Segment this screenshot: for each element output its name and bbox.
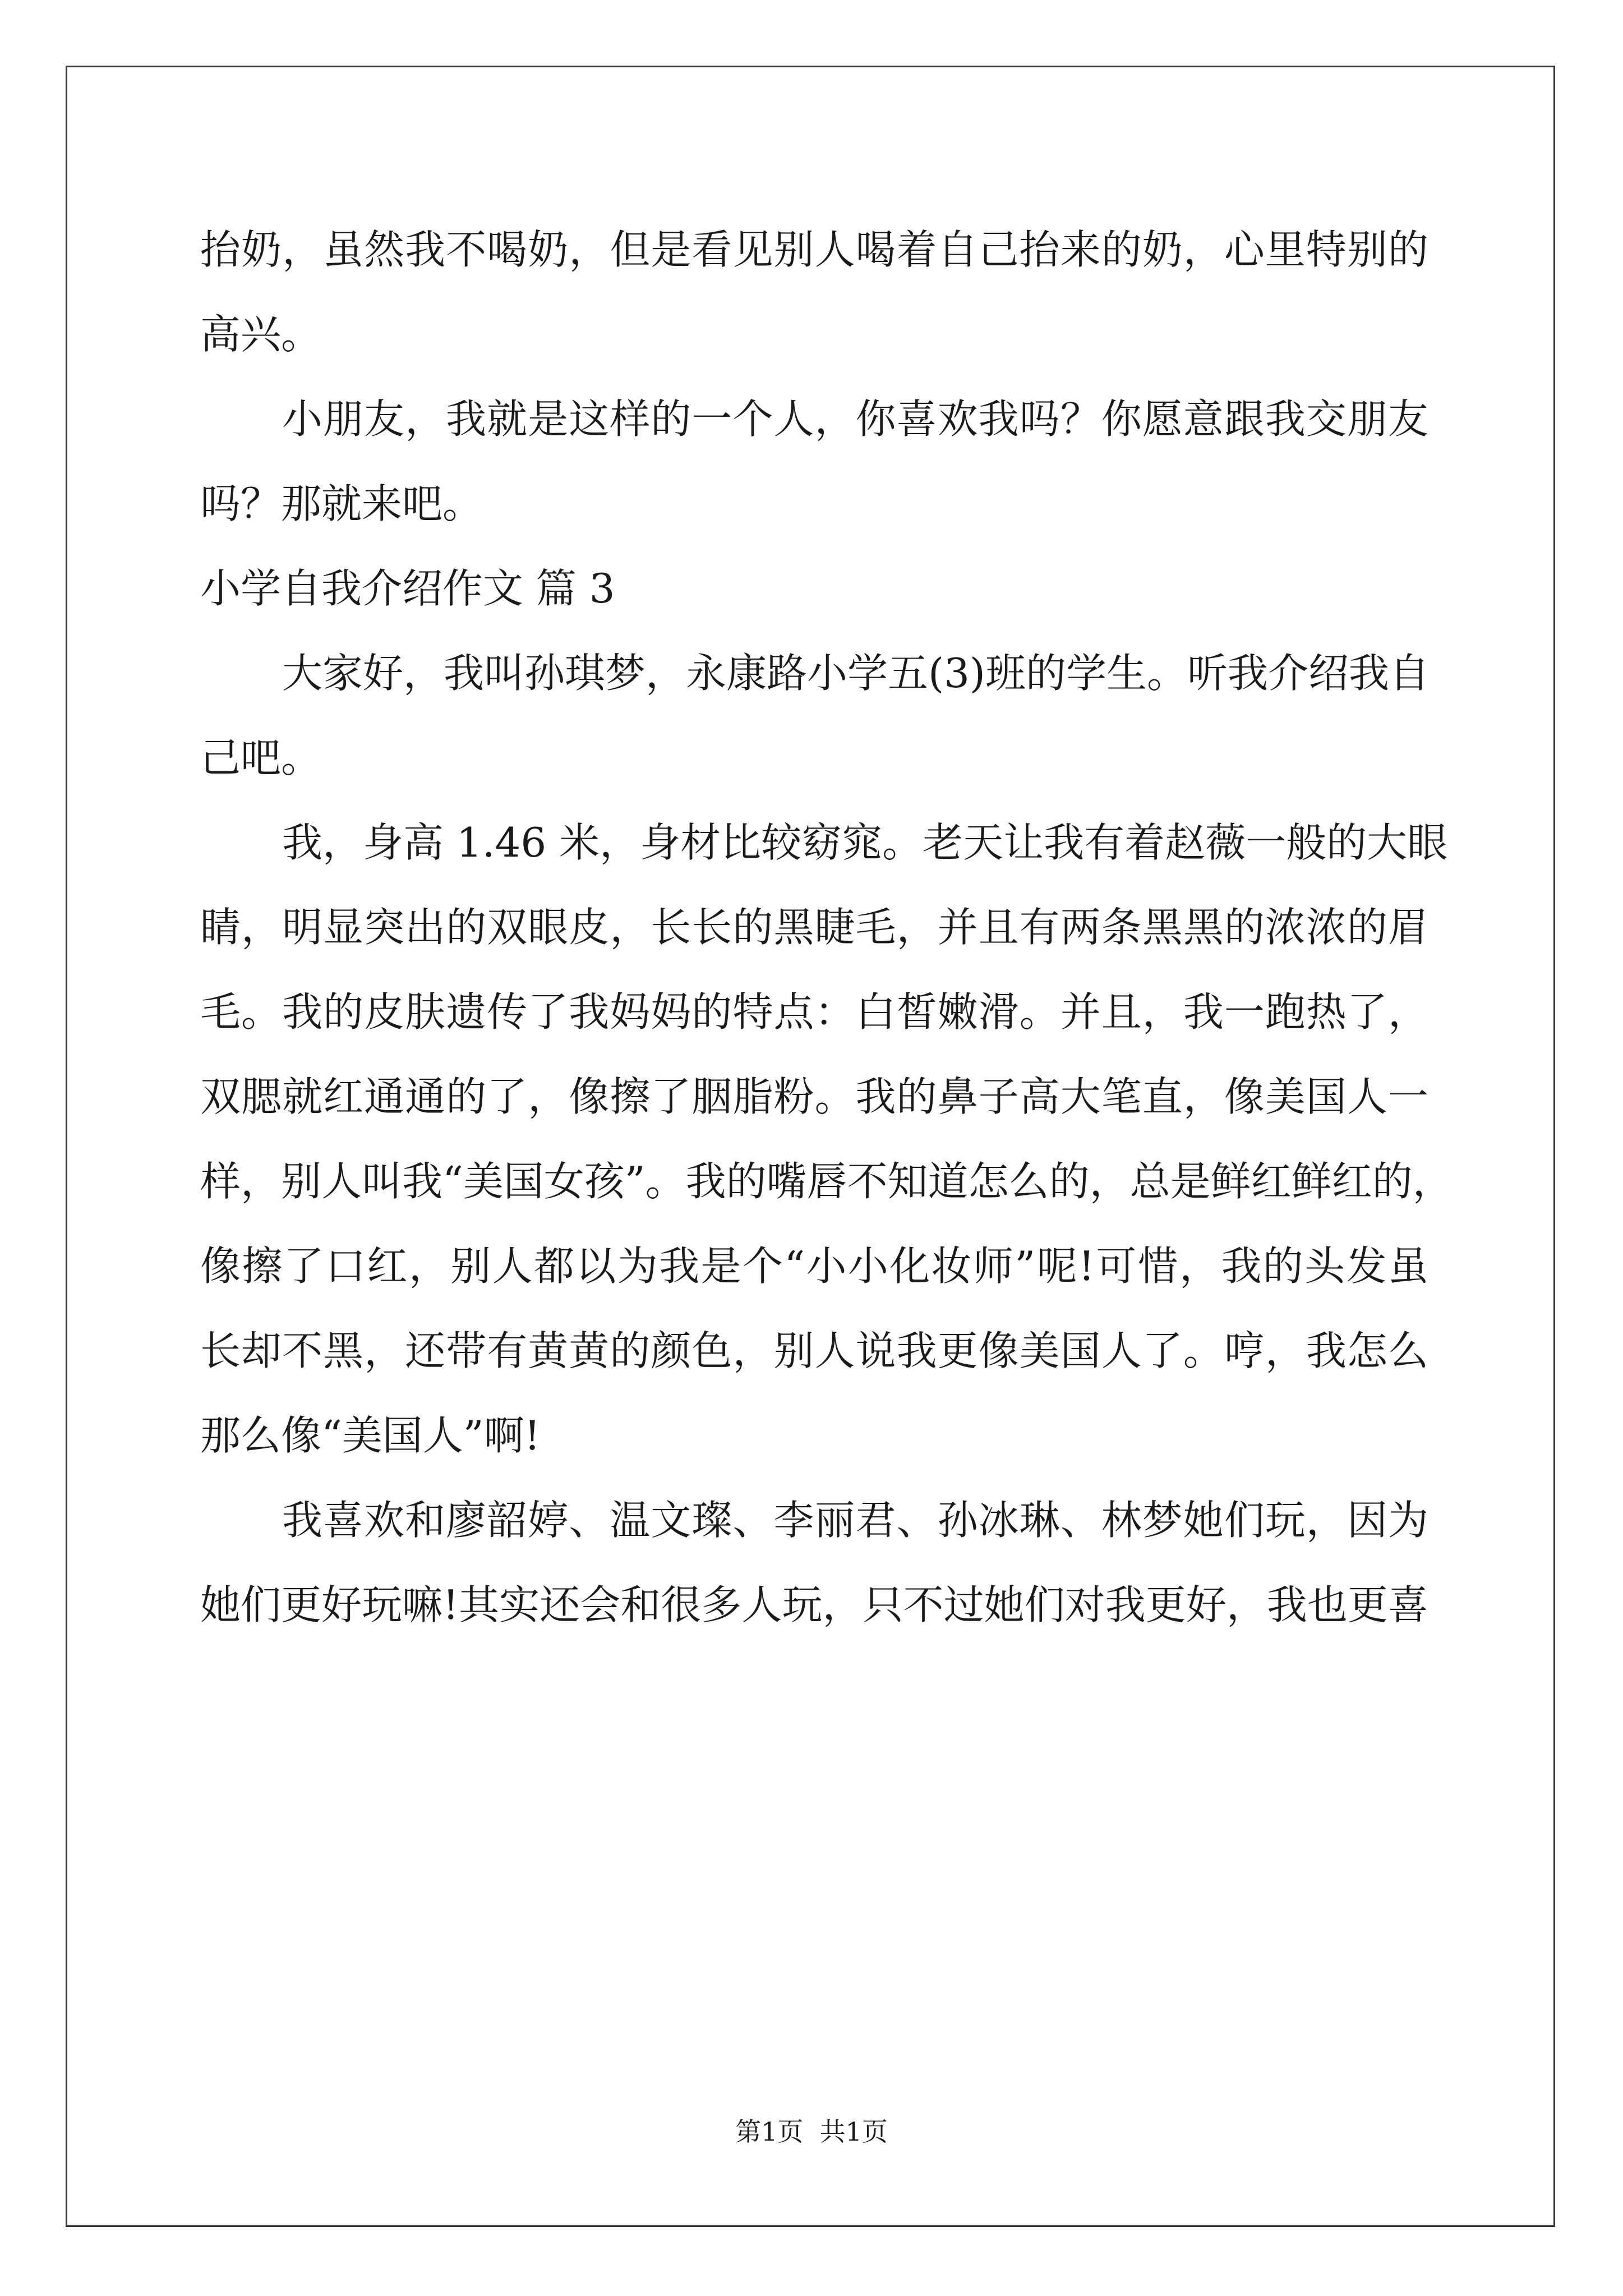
document-body (200, 208, 1453, 1648)
text-line: 双腮就红通通的了，像擦了胭脂粉。我的鼻子高大笔直，像美国人一 (200, 1073, 1428, 1120)
text-line: 抬奶，虽然我不喝奶，但是看见别人喝着自己抬来的奶，心里特别的 (200, 226, 1428, 273)
text-line: 己吧。 (200, 734, 322, 781)
text-line: 像擦了口红，别人都以为我是个“小小化妆师”呢!可惜，我的头发虽 (200, 1243, 1428, 1290)
text-line: 我，身高 1.46 米，身材比较窈窕。老天让我有着赵薇一般的大眼 (282, 819, 1448, 866)
text-line: 小朋友，我就是这样的一个人，你喜欢我吗？你愿意跟我交朋友 (282, 395, 1428, 443)
text-line: 毛。我的皮肤遗传了我妈妈的特点：白皙嫩滑。并且，我一跑热了， (200, 988, 1428, 1036)
text-line: 吗？那就来吧。 (200, 480, 483, 527)
text-line: 高兴。 (200, 311, 322, 358)
text-line: 样，别人叫我“美国女孩”。我的嘴唇不知道怎么的，总是鲜红鲜红的， (200, 1158, 1453, 1205)
section-heading: 小学自我介绍作文 篇 3 (200, 565, 615, 612)
text-line: 她们更好玩嘛!其实还会和很多人玩，只不过她们对我更好，我也更喜 (200, 1581, 1428, 1628)
text-line: 长却不黑，还带有黄黄的颜色，别人说我更像美国人了。哼，我怎么 (200, 1327, 1428, 1374)
text-line: 那么像“美国人”啊! (200, 1412, 541, 1459)
text-line: 大家好，我叫孙琪梦，永康路小学五(3)班的学生。听我介绍我自 (282, 650, 1430, 697)
text-line: 睛，明显突出的双眼皮，长长的黑睫毛，并且有两条黑黑的浓浓的眉 (200, 904, 1428, 951)
text-line: 我喜欢和廖韶婷、温文璨、李丽君、孙冰琳、林梦她们玩，因为 (282, 1497, 1428, 1544)
page-footer: 第1页 共1页 (735, 2116, 888, 2147)
